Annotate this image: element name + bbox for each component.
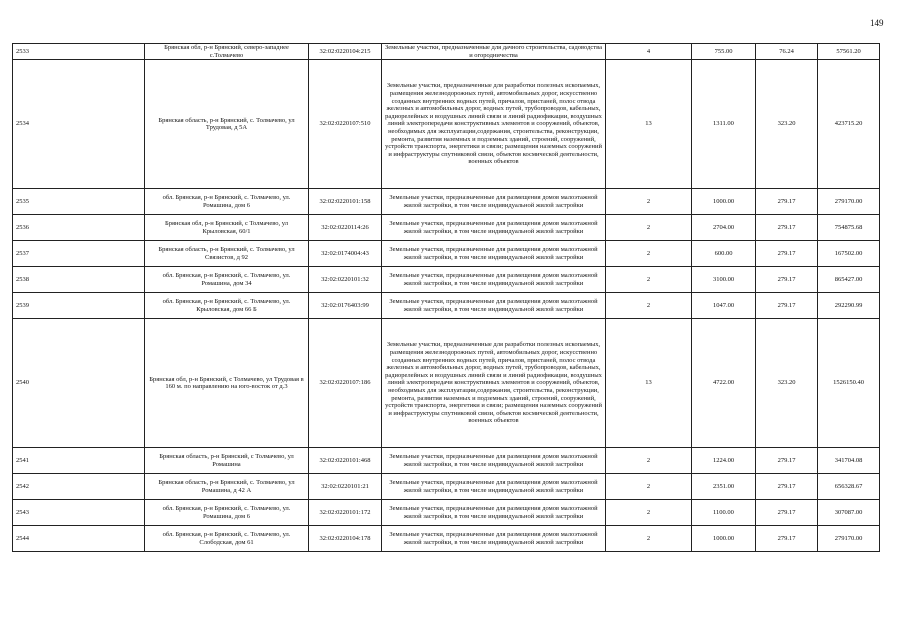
page-number: 149 [870, 18, 884, 28]
land-purpose-cell: Земельные участки, предназначенные для размещения домов малоэтажной жилой застройки, в том числе индивидуальной жилой застройки [382, 267, 606, 293]
registry-table [12, 43, 880, 552]
cadastral-number-cell: 32:02:0220107:186 [309, 319, 382, 448]
category-cell: 2 [606, 526, 692, 552]
address-cell: Брянская область, р-н Брянский, с. Толмачево, ул Ромашина, д 42 А [145, 474, 309, 500]
row-number: 2540 [13, 319, 145, 448]
cadastral-number-cell: 32:02:0220104:215 [309, 44, 382, 60]
table-row [13, 60, 880, 189]
category-cell: 2 [606, 448, 692, 474]
category-cell: 13 [606, 319, 692, 448]
row-number: 2538 [13, 267, 145, 293]
category-cell: 2 [606, 189, 692, 215]
cadastral-number-cell: 32:02:0220114:26 [309, 215, 382, 241]
area-cell: 1224.00 [692, 448, 756, 474]
area-cell: 3100.00 [692, 267, 756, 293]
address-cell: обл. Брянская, р-н Брянский, с. Толмачево, ул. Ромашина, дом 6 [145, 500, 309, 526]
area-cell: 1000.00 [692, 526, 756, 552]
table-row [13, 215, 880, 241]
category-cell: 2 [606, 267, 692, 293]
unit-price-cell: 323.20 [756, 60, 818, 189]
address-cell: Брянская обл, р-н Брянский, с Толмачево, ул Крыловская, 60/1 [145, 215, 309, 241]
cadastral-value-cell: 279170.00 [818, 526, 880, 552]
row-number: 2541 [13, 448, 145, 474]
address-cell: Брянская область, р-н Брянский, с. Толмачево, ул Трудовая, д 5А [145, 60, 309, 189]
cadastral-number-cell: 32:02:0174004:43 [309, 241, 382, 267]
area-cell: 2351.00 [692, 474, 756, 500]
row-number: 2533 [13, 44, 145, 60]
table-row [13, 500, 880, 526]
land-purpose-cell: Земельные участки, предназначенные для размещения домов малоэтажной жилой застройки, в том числе индивидуальной жилой застройки [382, 293, 606, 319]
land-purpose-cell: Земельные участки, предназначенные для размещения домов малоэтажной жилой застройки, в том числе индивидуальной жилой застройки [382, 500, 606, 526]
category-cell: 2 [606, 241, 692, 267]
cadastral-number-cell: 32:02:0220101:32 [309, 267, 382, 293]
category-cell: 2 [606, 474, 692, 500]
cadastral-value-cell: 754875.68 [818, 215, 880, 241]
cadastral-number-cell: 32:02:0220101:21 [309, 474, 382, 500]
unit-price-cell: 279.17 [756, 189, 818, 215]
land-purpose-cell: Земельные участки, предназначенные для разработки полезных ископаемых, размещения железнодорожных путей, автомобильных дорог, искусственно созданных внутренних водных путей, причалов, пристаней, полос отвода железных и автомобильных дорог, водных путей, трубопроводов, кабельных, радиорелейных и воздушных линий связи и линий радиофикации, воздушных линий электропередачи конструктивных элементов и сооружений, объектов, необходимых для эксплуатации,содержания, строительства, реконструкции, ремонта, развития наземных и подземных зданий, строений, сооружений, устройств транспорта, энергетики и связи; размещения наземных сооружений и инфраструктуры спутниковой связи, объектов космической деятельности, военных объектов [382, 319, 606, 448]
land-purpose-cell: Земельные участки, предназначенные для размещения домов малоэтажной жилой застройки, в том числе индивидуальной жилой застройки [382, 448, 606, 474]
land-purpose-cell: Земельные участки, предназначенные для разработки полезных ископаемых, размещения железнодорожных путей, автомобильных дорог, искусственно созданных внутренних водных путей, причалов, пристаней, полос отвода железных и автомобильных дорог, водных путей, трубопроводов, кабельных, радиорелейных и воздушных линий связи и линий радиофикации, воздушных линий электропередачи конструктивных элементов и сооружений, объектов, необходимых для эксплуатации,содержания, строительства, реконструкции, ремонта, развития наземных и подземных зданий, строений, сооружений, устройств транспорта, энергетики и связи; размещения наземных сооружений и инфраструктуры спутниковой связи, объектов космической деятельности, военных объектов [382, 60, 606, 189]
address-cell: обл. Брянская, р-н Брянский, с. Толмачево, ул. Слободская, дом 61 [145, 526, 309, 552]
cadastral-value-cell: 341704.08 [818, 448, 880, 474]
unit-price-cell: 279.17 [756, 293, 818, 319]
cadastral-value-cell: 57561.20 [818, 44, 880, 60]
cadastral-number-cell: 32:02:0220101:158 [309, 189, 382, 215]
cadastral-value-cell: 865427.00 [818, 267, 880, 293]
land-purpose-cell: Земельные участки, предназначенные для размещения домов малоэтажной жилой застройки, в том числе индивидуальной жилой застройки [382, 189, 606, 215]
table-row [13, 241, 880, 267]
address-cell: Брянская обл, р-н Брянский, с Толмачево, ул Трудовая в 160 м. по направлению на юго-восток от д.3 [145, 319, 309, 448]
land-purpose-cell: Земельные участки, предназначенные для дачного строительства, садоводства и огородничества [382, 44, 606, 60]
cadastral-number-cell: 32:02:0176403:99 [309, 293, 382, 319]
area-cell: 600.00 [692, 241, 756, 267]
address-cell: Брянская обл, р-н Брянский, северо-западнее с.Толмачево [145, 44, 309, 60]
unit-price-cell: 279.17 [756, 241, 818, 267]
area-cell: 1000.00 [692, 189, 756, 215]
row-number: 2537 [13, 241, 145, 267]
land-purpose-cell: Земельные участки, предназначенные для размещения домов малоэтажной жилой застройки, в том числе индивидуальной жилой застройки [382, 241, 606, 267]
row-number: 2542 [13, 474, 145, 500]
table-row [13, 293, 880, 319]
area-cell: 755.00 [692, 44, 756, 60]
category-cell: 2 [606, 293, 692, 319]
unit-price-cell: 279.17 [756, 500, 818, 526]
land-purpose-cell: Земельные участки, предназначенные для размещения домов малоэтажной жилой застройки, в том числе индивидуальной жилой застройки [382, 526, 606, 552]
cadastral-number-cell: 32:02:0220104:178 [309, 526, 382, 552]
unit-price-cell: 279.17 [756, 474, 818, 500]
row-number: 2539 [13, 293, 145, 319]
table-row [13, 44, 880, 60]
table-row [13, 448, 880, 474]
table-row [13, 267, 880, 293]
category-cell: 13 [606, 60, 692, 189]
unit-price-cell: 76.24 [756, 44, 818, 60]
cadastral-value-cell: 307087.00 [818, 500, 880, 526]
area-cell: 2704.00 [692, 215, 756, 241]
cadastral-value-cell: 656328.67 [818, 474, 880, 500]
category-cell: 2 [606, 215, 692, 241]
table-body [13, 44, 880, 552]
address-cell: обл. Брянская, р-н Брянский, с. Толмачево, ул. Ромашина, дом 34 [145, 267, 309, 293]
row-number: 2534 [13, 60, 145, 189]
address-cell: Брянская область, р-н Брянский, с. Толмачево, ул Связистов, д 92 [145, 241, 309, 267]
land-purpose-cell: Земельные участки, предназначенные для размещения домов малоэтажной жилой застройки, в том числе индивидуальной жилой застройки [382, 474, 606, 500]
address-cell: обл. Брянская, р-н Брянский, с. Толмачево, ул. Крыловская, дом 66 Б [145, 293, 309, 319]
category-cell: 2 [606, 500, 692, 526]
unit-price-cell: 279.17 [756, 526, 818, 552]
unit-price-cell: 279.17 [756, 267, 818, 293]
table-row [13, 319, 880, 448]
area-cell: 1311.00 [692, 60, 756, 189]
row-number: 2536 [13, 215, 145, 241]
area-cell: 1047.00 [692, 293, 756, 319]
cadastral-number-cell: 32:02:0220107:510 [309, 60, 382, 189]
cadastral-value-cell: 292290.99 [818, 293, 880, 319]
address-cell: обл. Брянская, р-н Брянский, с. Толмачево, ул. Ромашина, дом 6 [145, 189, 309, 215]
cadastral-value-cell: 1526150.40 [818, 319, 880, 448]
row-number: 2544 [13, 526, 145, 552]
table-row [13, 474, 880, 500]
cadastral-value-cell: 279170.00 [818, 189, 880, 215]
area-cell: 4722.00 [692, 319, 756, 448]
cadastral-number-cell: 32:02:0220101:468 [309, 448, 382, 474]
land-purpose-cell: Земельные участки, предназначенные для размещения домов малоэтажной жилой застройки, в том числе индивидуальной жилой застройки [382, 215, 606, 241]
table-row [13, 526, 880, 552]
address-cell: Брянская область, р-н Брянский, с Толмачево, ул Ромашина [145, 448, 309, 474]
unit-price-cell: 279.17 [756, 448, 818, 474]
row-number: 2535 [13, 189, 145, 215]
area-cell: 1100.00 [692, 500, 756, 526]
cadastral-number-cell: 32:02:0220101:172 [309, 500, 382, 526]
unit-price-cell: 279.17 [756, 215, 818, 241]
row-number: 2543 [13, 500, 145, 526]
cadastral-value-cell: 423715.20 [818, 60, 880, 189]
table-row [13, 189, 880, 215]
category-cell: 4 [606, 44, 692, 60]
cadastral-value-cell: 167502.00 [818, 241, 880, 267]
unit-price-cell: 323.20 [756, 319, 818, 448]
